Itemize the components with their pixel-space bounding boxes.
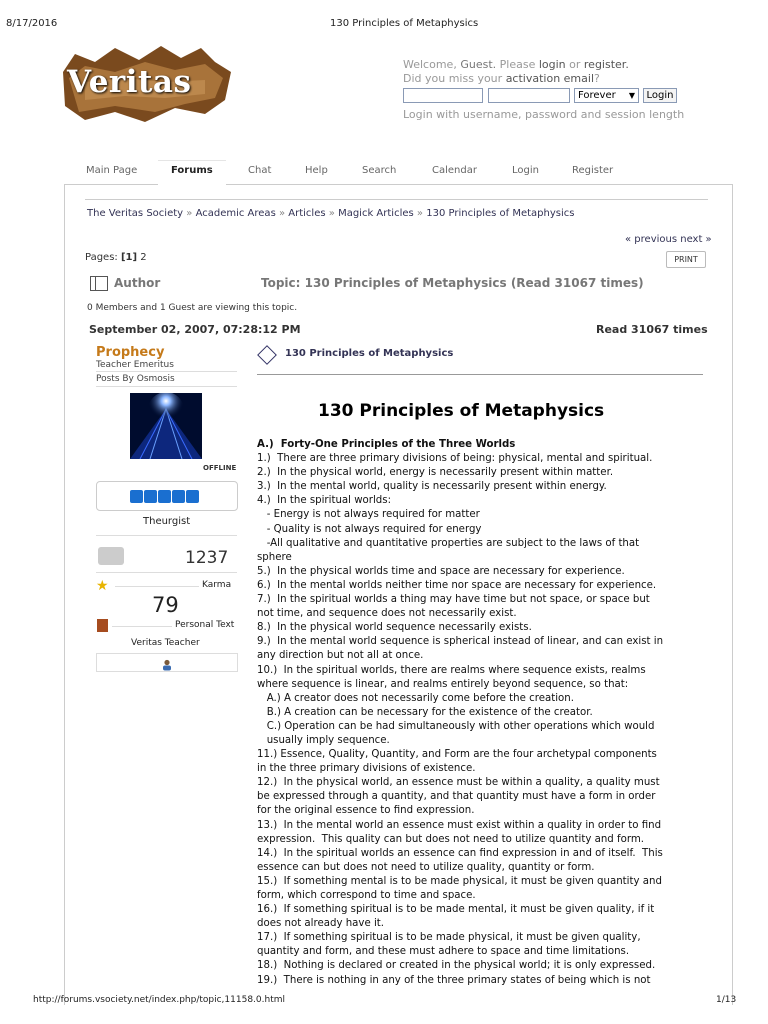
poster-rank: Theurgist [143, 516, 191, 527]
body-line: 19.) There is nothing in any of the three primary states of being which is not [257, 974, 651, 986]
rank-star-icon [186, 490, 199, 503]
topic-header: Topic: 130 Principles of Metaphysics (Read 31067 times) [261, 276, 644, 290]
karma-label: Karma [202, 580, 232, 590]
print-page-number: 1/13 [716, 995, 737, 1005]
page-2-link[interactable]: 2 [140, 252, 147, 263]
body-line: 17.) If something spiritual is to be made physical, it must be given quality, [257, 932, 641, 944]
body-line: be expressed through a quantity, and that quantity must have a form in order [257, 791, 656, 803]
body-line: 14.) In the spiritual worlds an essence can find expression in and of itself. This [257, 847, 663, 859]
crumb-sep: » [186, 208, 193, 219]
body-line: sphere [257, 551, 292, 563]
body-line: 1.) There are three primary divisions of being: physical, mental and spiritual. [257, 453, 653, 465]
or-text: or [569, 58, 581, 71]
register-link[interactable]: register. [583, 58, 629, 71]
body-line: 2.) In the physical world, energy is necessarily present within matter. [257, 467, 614, 479]
body-line: form, which correspond to time and space. [257, 890, 476, 901]
dropdown-arrow-icon: ▼ [628, 91, 635, 100]
body-line: essence can but does not need to utilize quality, quantity or form. [257, 861, 595, 873]
body-line: B.) A creation can be necessary for the existence of the creator. [257, 706, 593, 718]
poster-name[interactable]: Prophecy [96, 345, 165, 360]
post-body [257, 438, 707, 988]
rank-stars [130, 488, 200, 507]
password-input[interactable] [488, 88, 570, 103]
current-page: [1] [120, 252, 138, 263]
post-subject[interactable]: 130 Principles of Metaphysics [285, 348, 454, 359]
session-length-select[interactable] [574, 88, 639, 103]
crumb-articles[interactable]: Articles [288, 208, 326, 219]
crumb-topic[interactable]: 130 Principles of Metaphysics [426, 208, 575, 219]
body-line: 4.) In the spiritual worlds: [257, 495, 392, 507]
divider [115, 586, 199, 587]
activation-link[interactable]: activation email [505, 72, 594, 85]
nav-register[interactable]: Register [572, 165, 614, 176]
username-input[interactable] [403, 88, 483, 103]
nav-main-page[interactable]: Main Page [86, 165, 138, 176]
divider [96, 572, 237, 573]
body-line: not time, and sequence does not necessarily exist. [257, 608, 517, 620]
welcome-text: Welcome, [403, 58, 457, 71]
login-button[interactable]: Login [643, 88, 678, 103]
body-line: -All qualitative and quantitative properties are subject to the laws of that [257, 537, 640, 549]
nav-help[interactable]: Help [305, 165, 328, 176]
divider [96, 535, 237, 536]
crumb-society[interactable]: The Veritas Society [87, 208, 184, 219]
body-line: in the three primary divisions of existence. [257, 763, 476, 775]
body-line: 15.) If something mental is to be made physical, it must be given quantity and [257, 875, 662, 887]
rank-star-icon [158, 490, 171, 503]
login-link[interactable]: login [538, 58, 566, 71]
rank-star-icon [172, 490, 185, 503]
notebook-icon [97, 619, 108, 632]
divider [257, 374, 703, 375]
print-title: 130 Principles of Metaphysics [330, 18, 479, 29]
body-line: 10.) In the spiritual worlds, there are realms where sequence exists, realms [257, 664, 646, 676]
personal-text-label: Personal Text [175, 620, 235, 630]
divider [96, 386, 237, 387]
logo-text: Veritas [67, 64, 192, 100]
body-line: quantity and form, and these must adhere to space and time limitations. [257, 946, 630, 958]
nav-chat[interactable]: Chat [248, 165, 272, 176]
post-count: 1237 [185, 548, 229, 568]
session-length-value: Forever [578, 90, 616, 101]
missed-text: Did you miss your [403, 72, 503, 85]
body-line: where sequence is linear, and realms entirely beyond sequence, so that: [257, 678, 629, 690]
body-line: 7.) In the spiritual worlds a thing may have time but not space, or space but [257, 594, 650, 606]
site-logo[interactable] [55, 42, 235, 124]
avatar-image [130, 393, 202, 459]
body-line: 8.) In the physical world sequence necessarily exists. [257, 622, 532, 634]
user-profile-icon[interactable] [161, 656, 173, 668]
divider [112, 626, 172, 627]
karma-value: 79 [152, 593, 179, 617]
author-header: Author [114, 276, 161, 290]
print-url: http://forums.vsociety.net/index.php/topic,11158.0.html [33, 995, 285, 1005]
personal-text: Veritas Teacher [131, 638, 200, 648]
breadcrumb-divider [85, 199, 708, 200]
body-line: - Energy is not always required for matter [257, 509, 480, 521]
body-line: 3.) In the mental world, quality is necessarily present within energy. [257, 481, 607, 493]
read-count: Read 31067 times [596, 323, 708, 336]
body-line: 11.) Essence, Quality, Quantity, and Form are the four archetypal components [257, 749, 657, 761]
body-line: does not already have it. [257, 918, 385, 930]
body-line: any direction but not all at once. [257, 650, 424, 662]
breadcrumb [87, 208, 574, 219]
divider [96, 371, 237, 372]
book-icon [90, 276, 108, 291]
body-line: 6.) In the mental worlds neither time nor space are necessary for experience. [257, 579, 657, 591]
post-date: September 02, 2007, 07:28:12 PM [89, 323, 301, 336]
nav-search[interactable]: Search [362, 165, 397, 176]
body-line: usually imply sequence. [257, 734, 390, 746]
body-line: 9.) In the mental world sequence is spherical instead of linear, and can exist in [257, 636, 664, 648]
rank-star-icon [144, 490, 157, 503]
body-line: for the original essence to find expression. [257, 805, 475, 817]
crumb-sep: » [328, 208, 335, 219]
body-line: - Quality is not always required for energy [257, 523, 482, 535]
viewing-count: 0 Members and 1 Guest are viewing this topic. [87, 303, 298, 313]
body-line: 13.) In the mental world an essence must exist within a quality in order to find [257, 819, 662, 831]
poster-group: Posts By Osmosis [96, 374, 175, 384]
posts-icon [98, 547, 124, 565]
pages-label: Pages: [85, 252, 118, 263]
crumb-sep: » [416, 208, 424, 219]
body-line: A.) A creator does not necessarily come before the creation. [257, 692, 574, 704]
section-heading: A.) Forty-One Principles of the Three Worlds [257, 439, 516, 450]
body-line: C.) Operation can be had simultaneously with other operations which would [257, 720, 655, 732]
crumb-academic[interactable]: Academic Areas [195, 208, 276, 219]
guest-text: Guest. [460, 58, 497, 71]
karma-star-icon: ★ [96, 578, 109, 594]
body-line: 18.) Nothing is declared or created in the physical world; it is only expressed. [257, 960, 656, 972]
status-badge: OFFLINE [203, 464, 237, 472]
body-line: expression. This quality can but does not need to utilize quantity and form. [257, 833, 645, 845]
print-date: 8/17/2016 [6, 18, 58, 29]
article-heading: 130 Principles of Metaphysics [318, 401, 605, 421]
poster-title: Teacher Emeritus [96, 360, 174, 370]
avatar [130, 393, 202, 459]
crumb-sep: » [278, 208, 286, 219]
login-panel [403, 58, 685, 121]
rank-star-icon [130, 490, 143, 503]
please-text: Please [499, 58, 536, 71]
body-line: 12.) In the physical world, an essence must be within a quality, a quality must [257, 777, 660, 789]
prev-next-links[interactable]: « previous next » [625, 234, 712, 245]
print-button[interactable]: PRINT [666, 251, 706, 268]
body-line: 16.) If something spiritual is to be made mental, it must be given quality, if it [257, 904, 655, 916]
pagination [85, 252, 147, 263]
nav-forums[interactable]: Forums [171, 165, 213, 176]
login-hint: Login with username, password and session length [403, 108, 685, 121]
crumb-magick[interactable]: Magick Articles [338, 208, 414, 219]
question-mark: ? [594, 72, 600, 85]
nav-login[interactable]: Login [512, 165, 539, 176]
body-line: 5.) In the physical worlds time and space are necessary for experience. [257, 565, 625, 577]
nav-calendar[interactable]: Calendar [432, 165, 477, 176]
